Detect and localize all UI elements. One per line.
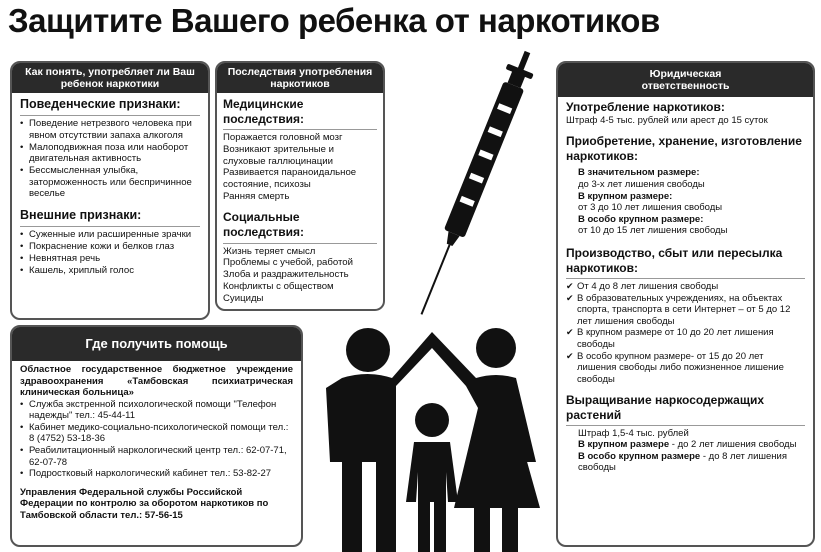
list-item: Злоба и раздражительность [223,269,349,281]
list-item: Ранняя смерть [223,190,290,202]
list-item: Возникают зрительные и слуховые галлюцинации [223,143,335,167]
prod-item: ✔ В крупном размере от 10 до 20 лет лишения свободы [566,327,805,350]
acq-text: от 3 до 10 лет лишения свободы [578,202,723,214]
prod-item: ✔ В образовательных учреждениях, на объектах спорта, транспорта в сети Интернет – от 5 до 12 лет лишения свободы [566,293,805,328]
list-item: • Малоподвижная поза или наоборот двигательная активность [20,142,200,165]
acq-title: Приобретение, хранение, изготовление наркотиков: [566,134,802,163]
medical-title: Медицинские последствия: [223,97,304,126]
external-title: Внешние признаки: [20,208,142,223]
divider [20,226,200,227]
card-help [10,325,303,547]
use-title: Употребление наркотиков: [566,100,725,114]
grow-title: Выращивание наркосодержащих растений [566,393,765,422]
list-item: • Бессмысленная улыбка, заторможенность или беспричинное веселье [20,165,200,200]
help-item: • Кабинет медико-социально-психологической помощи тел.: 8 (4752) 53-18-36 [20,422,293,445]
list-item: • Суженные или расширенные зрачки [20,229,200,241]
grow-text: - до 2 лет лишения свободы [669,439,797,451]
divider [566,278,805,279]
divider [223,243,377,244]
use-text: Штраф 4-5 тыс. рублей или арест до 15 суток [566,114,768,126]
card-legal [556,61,815,547]
divider [20,115,200,116]
grow-item [578,451,805,474]
list-item: • Поведение нетрезвого человека при явном отсутствии запаха алкоголя [20,118,200,141]
grow-label: В крупном размере [578,439,670,451]
list-item: Суициды [223,292,264,304]
list-item: Конфликты с обществом [223,280,334,292]
acq-label: В крупном размере: [578,190,673,202]
org-name: Областное государственное бюджетное учреждение здравоохранения «Тамбовская психиатрическая клиническая больница» [20,364,293,399]
divider [566,425,805,426]
card-legal-header: Юридическая ответственность [558,63,813,97]
card-signs [10,61,210,320]
list-item: Поражается головной мозг [223,132,343,144]
social-title: Социальные последствия: [223,210,304,240]
prod-item: ✔ От 4 до 8 лет лишения свободы [566,281,805,293]
acq-text: от 10 до 15 лет лишения свободы [578,225,728,237]
list-item: Проблемы с учебой, работой [223,257,353,269]
grow-item [578,439,805,451]
grow-label: В особо крупном размере [578,450,701,462]
divider [223,129,377,130]
card-consequences-header: Последствия употребления наркотиков [217,63,383,93]
prod-item: ✔ В особо крупном размере- от 15 до 20 лет лишения свободы либо пожизненное лишение свободы [566,351,805,386]
grow-text: - до 8 лет лишения свободы [578,450,787,474]
family-icon [304,312,554,552]
acq-label: В значительном размере: [578,167,700,179]
acq-label: В особо крупном размере: [578,213,704,225]
list-item: Жизнь теряет смысл [223,245,316,257]
prod-title: Производство, сбыт или пересылка наркотиков: [566,245,783,275]
behavior-title: Поведенческие признаки: [20,97,181,111]
grow-fine: Штраф 1,5-4 тыс. рублей [578,427,689,439]
help-item: • Реабилитационный наркологический центр тел.: 62-07-71, 62-07-78 [20,445,293,468]
list-item: • Покраснение кожи и белков глаз [20,241,200,253]
page-title: Защитите Вашего ребенка от наркотиков [8,2,660,39]
list-item: • Кашель, хриплый голос [20,265,200,277]
card-signs-header: Как понять, употребляет ли Ваш ребенок наркотики [12,63,208,93]
help-item: • Подростковый наркологический кабинет тел.: 53-82-27 [20,468,293,480]
list-item: Развивается параноидальное состояние, психозы [223,167,357,191]
help-footer: Управления Федеральной службы Российской Федерации по контролю за оборотом наркотиков по Тамбовской области тел.: 57-56-15 [20,486,269,521]
list-item: • Невнятная речь [20,253,200,265]
card-consequences [215,61,385,311]
card-help-header: Где получить помощь [12,327,301,361]
help-item: • Служба экстренной психологической помощи "Телефон надежды" тел.: 45-44-11 [20,399,293,422]
syringe-icon [380,48,560,338]
acq-text: до 3-х лет лишения свободы [578,179,705,191]
